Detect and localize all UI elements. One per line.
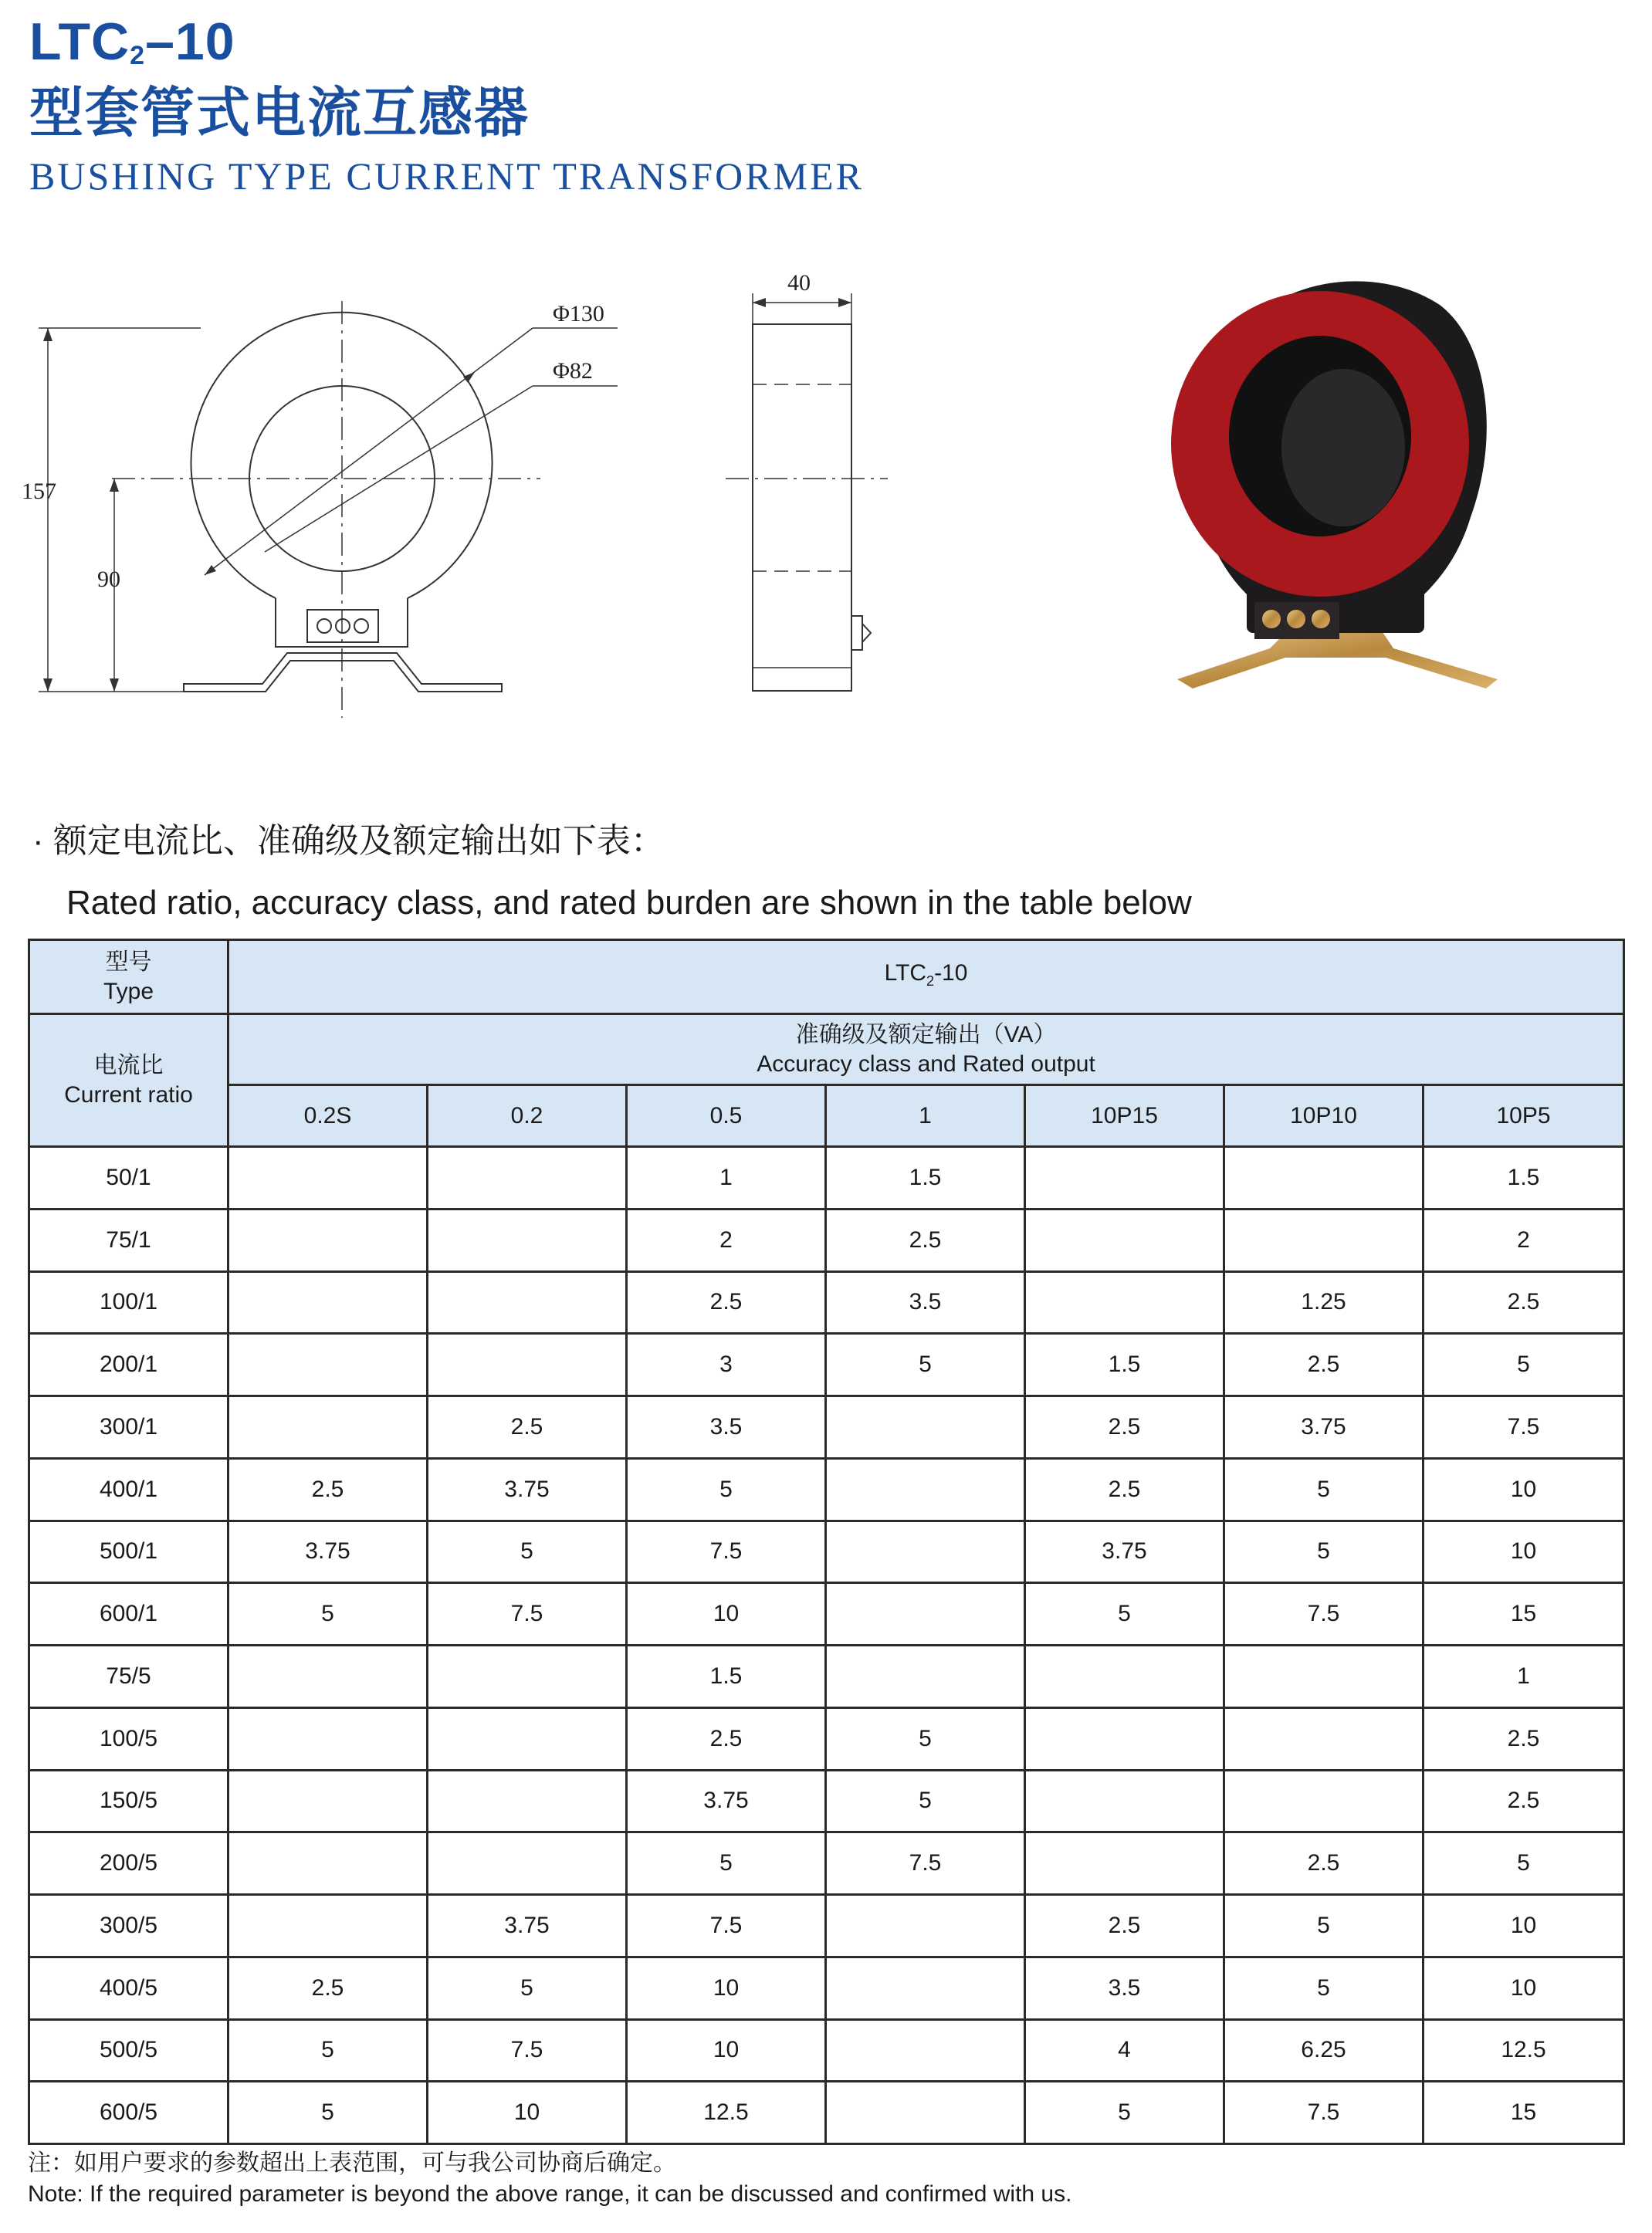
ratio-cell: 100/5 xyxy=(29,1707,229,1770)
column-header: 0.2S xyxy=(229,1085,428,1147)
value-cell: 3.75 xyxy=(229,1521,428,1583)
table-row xyxy=(29,2082,1624,2144)
table-row xyxy=(29,1396,1624,1459)
value-cell xyxy=(826,2019,1025,2082)
value-cell: 2.5 xyxy=(428,1396,627,1459)
table-row xyxy=(29,1832,1624,1895)
value-cell xyxy=(428,1770,627,1832)
value-cell: 2.5 xyxy=(1025,1895,1224,1957)
ratio-cell: 400/5 xyxy=(29,1957,229,2019)
label-width: 40 xyxy=(787,270,811,296)
value-cell: 2.5 xyxy=(229,1957,428,2019)
value-cell: 7.5 xyxy=(627,1895,826,1957)
note-english: Note: If the required parameter is beyond the above range, it can be discussed and confirmed with us. xyxy=(28,2181,1072,2207)
accuracy-header-cell xyxy=(229,1014,1624,1085)
table-row xyxy=(29,1707,1624,1770)
column-header: 0.2 xyxy=(428,1085,627,1147)
value-cell: 2.5 xyxy=(826,1209,1025,1271)
value-cell: 2 xyxy=(1423,1209,1624,1271)
value-cell: 5 xyxy=(826,1770,1025,1832)
value-cell: 4 xyxy=(1025,2019,1224,2082)
ratio-label-cell xyxy=(29,1014,229,1147)
table-row xyxy=(29,1957,1624,2019)
value-cell: 2.5 xyxy=(1423,1770,1624,1832)
table-row xyxy=(29,1209,1624,1271)
value-cell xyxy=(1224,1209,1423,1271)
ratio-cell: 100/1 xyxy=(29,1271,229,1334)
intro-chinese xyxy=(32,818,665,864)
value-cell xyxy=(229,1209,428,1271)
table-row xyxy=(29,1583,1624,1646)
intro-english: Rated ratio, accuracy class, and rated burden are shown in the table below xyxy=(66,884,1192,922)
value-cell xyxy=(1025,1646,1224,1708)
column-header: 10P10 xyxy=(1224,1085,1423,1147)
table-row xyxy=(29,1521,1624,1583)
label-height: 157 xyxy=(22,479,56,504)
value-cell: 5 xyxy=(627,1458,826,1521)
value-cell xyxy=(1224,1147,1423,1210)
value-cell: 5 xyxy=(1224,1957,1423,2019)
value-cell xyxy=(229,1646,428,1708)
value-cell: 5 xyxy=(1423,1832,1624,1895)
table-row xyxy=(29,1271,1624,1334)
value-cell: 3.75 xyxy=(1025,1521,1224,1583)
value-cell: 2 xyxy=(627,1209,826,1271)
value-cell: 5 xyxy=(1423,1334,1624,1396)
product-model xyxy=(29,11,235,86)
value-cell xyxy=(1025,1147,1224,1210)
value-cell xyxy=(826,1521,1025,1583)
value-cell xyxy=(428,1832,627,1895)
value-cell: 15 xyxy=(1423,2082,1624,2144)
model-base: LTC xyxy=(29,12,130,71)
value-cell xyxy=(229,1770,428,1832)
value-cell: 10 xyxy=(1423,1458,1624,1521)
column-header: 10P5 xyxy=(1423,1085,1624,1147)
value-cell xyxy=(1025,1770,1224,1832)
label-inner-diameter: Φ82 xyxy=(553,358,593,384)
value-cell: 3.75 xyxy=(428,1895,627,1957)
table-row xyxy=(29,1646,1624,1708)
type-label-cn: 型号 xyxy=(105,949,152,975)
value-cell xyxy=(229,1334,428,1396)
value-cell: 5 xyxy=(1224,1458,1423,1521)
ratio-cell: 75/5 xyxy=(29,1646,229,1708)
value-cell: 5 xyxy=(1224,1895,1423,1957)
value-cell: 7.5 xyxy=(1423,1396,1624,1459)
value-cell xyxy=(826,1396,1025,1459)
value-cell xyxy=(1025,1832,1224,1895)
value-cell: 10 xyxy=(1423,1895,1624,1957)
note-chinese: 注：如用户要求的参数超出上表范围，可与我公司协商后确定。 xyxy=(28,2150,676,2176)
value-cell: 12.5 xyxy=(627,2082,826,2144)
label-outer-diameter: Φ130 xyxy=(553,301,604,326)
accuracy-label-cn: 准确级及额定输出（VA） xyxy=(795,1021,1057,1047)
ratio-cell: 400/1 xyxy=(29,1458,229,1521)
type-label-en: Type xyxy=(103,978,154,1004)
value-cell: 1 xyxy=(1423,1646,1624,1708)
value-cell xyxy=(1224,1646,1423,1708)
ratio-cell: 150/5 xyxy=(29,1770,229,1832)
value-cell xyxy=(826,1895,1025,1957)
ratio-cell: 75/1 xyxy=(29,1209,229,1271)
value-cell xyxy=(229,1707,428,1770)
ratio-cell: 300/5 xyxy=(29,1895,229,1957)
value-cell: 2.5 xyxy=(627,1271,826,1334)
ratio-cell: 600/1 xyxy=(29,1583,229,1646)
dimension-drawing xyxy=(0,255,926,749)
value-cell: 10 xyxy=(1423,1521,1624,1583)
ratio-cell: 300/1 xyxy=(29,1396,229,1459)
value-cell xyxy=(1025,1271,1224,1334)
value-cell: 1.5 xyxy=(1025,1334,1224,1396)
value-cell: 3.75 xyxy=(1224,1396,1423,1459)
value-cell: 5 xyxy=(627,1832,826,1895)
value-cell xyxy=(428,1271,627,1334)
title-chinese: 型套管式电流互感器 xyxy=(29,83,530,143)
table-row xyxy=(29,2019,1624,2082)
table-model-base: LTC xyxy=(884,959,927,986)
value-cell: 6.25 xyxy=(1224,2019,1423,2082)
table-row xyxy=(29,1770,1624,1832)
value-cell: 1.25 xyxy=(1224,1271,1423,1334)
value-cell: 5 xyxy=(229,2082,428,2144)
title-english: BUSHING TYPE CURRENT TRANSFORMER xyxy=(29,154,864,198)
column-header: 0.5 xyxy=(627,1085,826,1147)
value-cell xyxy=(428,1646,627,1708)
ratio-cell: 600/5 xyxy=(29,2082,229,2144)
value-cell: 7.5 xyxy=(1224,2082,1423,2144)
value-cell: 10 xyxy=(1423,1957,1624,2019)
value-cell xyxy=(428,1209,627,1271)
value-cell: 3.75 xyxy=(627,1770,826,1832)
ratio-cell: 500/1 xyxy=(29,1521,229,1583)
column-header: 10P15 xyxy=(1025,1085,1224,1147)
value-cell: 12.5 xyxy=(1423,2019,1624,2082)
value-cell: 10 xyxy=(627,1583,826,1646)
table-model-suffix: -10 xyxy=(934,959,968,986)
terminal-screw-1 xyxy=(317,619,331,633)
value-cell xyxy=(428,1334,627,1396)
value-cell xyxy=(229,1147,428,1210)
value-cell: 5 xyxy=(826,1707,1025,1770)
value-cell: 3 xyxy=(627,1334,826,1396)
column-header: 1 xyxy=(826,1085,1025,1147)
value-cell xyxy=(1224,1770,1423,1832)
value-cell xyxy=(826,2082,1025,2144)
value-cell: 2.5 xyxy=(1423,1707,1624,1770)
value-cell: 2.5 xyxy=(1224,1832,1423,1895)
table-row xyxy=(29,1895,1624,1957)
accuracy-label-en: Accuracy class and Rated output xyxy=(757,1051,1095,1077)
value-cell xyxy=(428,1707,627,1770)
ratio-label-cn: 电流比 xyxy=(93,1052,164,1078)
value-cell: 2.5 xyxy=(1025,1458,1224,1521)
value-cell: 5 xyxy=(428,1521,627,1583)
photo-terminal-1 xyxy=(1262,610,1281,628)
value-cell: 2.5 xyxy=(1423,1271,1624,1334)
value-cell: 5 xyxy=(826,1334,1025,1396)
value-cell: 7.5 xyxy=(627,1521,826,1583)
value-cell xyxy=(229,1271,428,1334)
value-cell: 5 xyxy=(229,1583,428,1646)
value-cell xyxy=(428,1147,627,1210)
value-cell xyxy=(826,1646,1025,1708)
value-cell xyxy=(1025,1209,1224,1271)
value-cell: 3.5 xyxy=(826,1271,1025,1334)
ratio-label-en: Current ratio xyxy=(64,1081,193,1108)
model-subscript: 2 xyxy=(130,41,146,70)
value-cell: 3.5 xyxy=(627,1396,826,1459)
value-cell: 2.5 xyxy=(1025,1396,1224,1459)
ratio-cell: 500/5 xyxy=(29,2019,229,2082)
value-cell: 10 xyxy=(627,1957,826,2019)
model-cell xyxy=(229,940,1624,1014)
product-photo xyxy=(1162,262,1501,695)
value-cell: 5 xyxy=(1224,1521,1423,1583)
ratio-cell: 50/1 xyxy=(29,1147,229,1210)
value-cell: 5 xyxy=(428,1957,627,2019)
value-cell xyxy=(826,1583,1025,1646)
spec-table xyxy=(28,939,1625,2145)
value-cell: 1.5 xyxy=(1423,1147,1624,1210)
value-cell: 5 xyxy=(1025,2082,1224,2144)
value-cell xyxy=(826,1458,1025,1521)
value-cell: 2.5 xyxy=(627,1707,826,1770)
value-cell: 2.5 xyxy=(1224,1334,1423,1396)
value-cell: 1.5 xyxy=(826,1147,1025,1210)
photo-terminal-2 xyxy=(1287,610,1305,628)
value-cell: 15 xyxy=(1423,1583,1624,1646)
ratio-cell: 200/5 xyxy=(29,1832,229,1895)
value-cell: 3.5 xyxy=(1025,1957,1224,2019)
table-row xyxy=(29,1147,1624,1210)
terminal-screw-2 xyxy=(336,619,350,633)
side-terminal xyxy=(851,616,862,650)
value-cell: 7.5 xyxy=(826,1832,1025,1895)
intro-chinese-text: 额定电流比、准确级及额定输出如下表： xyxy=(52,822,665,860)
value-cell: 1 xyxy=(627,1147,826,1210)
label-center-height: 90 xyxy=(97,567,120,592)
photo-terminal-3 xyxy=(1312,610,1330,628)
value-cell: 7.5 xyxy=(428,1583,627,1646)
side-view-body xyxy=(753,324,851,691)
table-row xyxy=(29,1458,1624,1521)
type-label-cell xyxy=(29,940,229,1014)
terminal-screw-3 xyxy=(354,619,368,633)
table-row xyxy=(29,1334,1624,1396)
value-cell: 10 xyxy=(428,2082,627,2144)
ratio-cell: 200/1 xyxy=(29,1334,229,1396)
value-cell xyxy=(229,1396,428,1459)
value-cell xyxy=(1224,1707,1423,1770)
value-cell: 1.5 xyxy=(627,1646,826,1708)
model-suffix: –10 xyxy=(145,12,235,71)
value-cell: 3.75 xyxy=(428,1458,627,1521)
value-cell: 10 xyxy=(627,2019,826,2082)
value-cell: 2.5 xyxy=(229,1458,428,1521)
mounting-bracket xyxy=(184,653,502,692)
value-cell xyxy=(826,1957,1025,2019)
value-cell: 7.5 xyxy=(428,2019,627,2082)
value-cell xyxy=(229,1895,428,1957)
bullet: · xyxy=(32,822,44,860)
value-cell: 5 xyxy=(229,2019,428,2082)
value-cell: 5 xyxy=(1025,1583,1224,1646)
value-cell xyxy=(1025,1707,1224,1770)
value-cell xyxy=(229,1832,428,1895)
value-cell: 7.5 xyxy=(1224,1583,1423,1646)
table-model-sub: 2 xyxy=(926,973,935,989)
